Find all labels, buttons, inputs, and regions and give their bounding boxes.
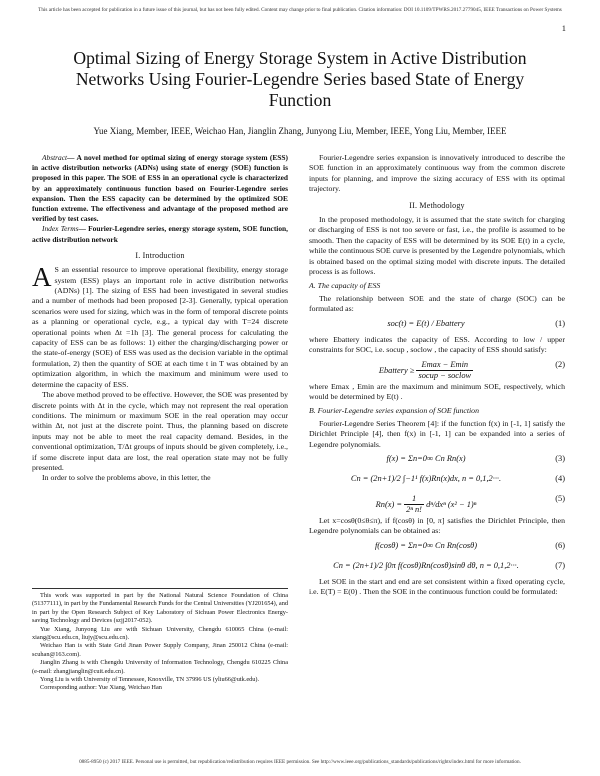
equation-5-number: (5) xyxy=(555,493,565,503)
equation-2-denominator: socup − soclow xyxy=(418,370,472,380)
intro-paragraph-1 xyxy=(32,262,288,390)
paper-title: Optimal Sizing of Energy Storage System in Active Distribution Networks Using Fourier-Legendre Series based State of Energy Function xyxy=(73,48,527,110)
author-list: Yue Xiang, Member, IEEE, Weichao Han, Jianglin Zhang, Junyong Liu, Member, IEEE, Yong Liu, Member, IEEE xyxy=(93,126,507,136)
equation-2-lhs: Ebattery ≥ xyxy=(378,365,415,375)
subsection-a-heading: A. The capacity of ESS xyxy=(309,281,381,291)
equation-7-number: (7) xyxy=(555,560,565,570)
equation-3-number: (3) xyxy=(555,453,565,463)
section-heading-introduction: I. Introduction xyxy=(135,250,185,260)
equation-5-fraction xyxy=(404,494,424,516)
equation-4 xyxy=(309,470,565,490)
footnote-affil-1: Yue Xiang, Junyong Liu are with Sichuan University, Chengdu 610065 China (e-mail: xiang@scu.edu.cn, liujy@scu.edu.cn). xyxy=(32,625,288,642)
equation-5-body xyxy=(309,494,543,516)
equation-6 xyxy=(309,537,565,557)
right-column xyxy=(309,153,565,598)
equation-7 xyxy=(309,557,565,577)
footnote-corresponding: Corresponding author: Yue Xiang, Weichao Han xyxy=(40,684,162,692)
abstract xyxy=(32,153,288,224)
subsection-b-heading: B. Fourier-Legendre series expansion of SOE function xyxy=(309,406,479,416)
equation-5-numerator: 1 xyxy=(404,494,424,505)
drop-cap: A xyxy=(32,262,52,293)
index-terms-label: Index Terms xyxy=(42,224,79,234)
equation-4-body: Cn = (2n+1)/2 ∫−1¹ f(x)Rn(x)dx, n = 0,1,2···. xyxy=(350,473,502,483)
intro-paragraph-2: The above method proved to be effective. However, the SOE was presented by discrete points with Δt in the cycle, which may not represent the real operation conditions. The minimum or maximum SOE in the real operation may occur within Δt, not just at the discrete point. Thus, the planning based on discrete inputs may not be able to meet the real capacity demand. Besides, in the conventional optimization, T/Δt groups of inputs should be given completely, i.e., if some discrete input data are lost, the real operation state may not be fully presented. xyxy=(32,390,288,472)
equation-1-number: (1) xyxy=(555,318,565,328)
footnotes xyxy=(32,588,288,693)
footnote-affil-3: Jianglin Zhang is with Chengdu University of Information Technology, Chengdu 610225 China (e-mail: zhangjianglin@cuit.edu.cn). xyxy=(32,659,288,675)
method-paragraph-1: In the proposed methodology, it is assumed that the state switch for charging or discharging of ESS is not too severe or fast, i.e., the profile is assumed to be smooth. Then the capacity of ESS will be determined by its SOE E(t) in a cycle, while the continuous SOE curve is presented by the Legendre polynomials, which is obtained based on the optimal sizing model with discrete inputs. The detailed process is as follows. xyxy=(309,215,565,277)
right-paragraph-0: Fourier-Legendre series expansion is innovatively introduced to describe the SOE function in an approximately continuous way from the common discrete inputs for planning, and improve the sizing accuracy of ESS with its optimal trajectory. xyxy=(309,153,565,194)
subsection-a-paragraph-3: where Emax , Emin are the maximum and minimum SOE, respectively, which would be determined by E(t) . xyxy=(309,381,565,401)
subsection-b-paragraph: Fourier-Legendre Series Theorem [4]: if the function f(x) in [-1, 1] satisfy the Dirichlet Principle [4], then f(x) in [-1, 1] can be expanded into a series of Legendre polynomials. xyxy=(309,418,565,449)
equation-7-body: Cn = (2n+1)/2 ∫0π f(cosθ)Rn(cosθ)sinθ dθ, n = 0,1,2···. xyxy=(333,560,519,570)
equation-5-denominator: 2ⁿ n! xyxy=(406,505,422,515)
equation-5-derivative: dⁿ/dxⁿ (x² − 1)ⁿ xyxy=(426,499,477,509)
equation-5 xyxy=(309,490,565,516)
intro-paragraph-3: In order to solve the problems above, in this letter, the xyxy=(42,473,211,483)
equation-2 xyxy=(309,356,565,382)
equation-2-numerator: Emax − Emin xyxy=(416,360,473,371)
intro-p1-text: S an essential resource to improve operational flexibility, energy storage system (ESS) plays an important role in active distribution networks (ADNs) [1]. The sizing of ESS had been investigated in several studies and a number of methods had been proposed [2-3]. Generally, typical operation scenarios were used for sizing, which was in the form of temporal discrete points as a planning or operational cycle, e.g., a typical day with T=24 discrete operational points when Δt =1h [3]. The general process for calculating the capacity of ESS can be as follows: 1) either the charging/discharging power or the state-of-energy (SOE) of ESS was used as the decision variable in the optimal formulation, 2) then the quantity of SOE at each time t in T was obtained by an optimization algorithm, in which the maximum and minimum were used to determine the capacity of ESS. xyxy=(32,265,288,389)
subsection-a-paragraph: The relationship between SOE and the state of charge (SOC) can be formulated as: xyxy=(309,293,565,314)
abstract-label: Abstract xyxy=(42,153,68,162)
page-number: 1 xyxy=(561,23,566,33)
subsection-a-paragraph-2: where Ebattery indicates the capacity of ESS. According to low / upper constraints for SOC, i.e. socup , soclow , the capacity of ESS should satisfy: xyxy=(309,334,565,355)
equation-2-number: (2) xyxy=(555,359,565,369)
index-terms-text: — Fourier-Legendre series, energy storage system, SOE function, active distribution network xyxy=(32,224,288,244)
equation-3-body: f(x) = Σn=0∞ Cn Rn(x) xyxy=(386,453,466,463)
abstract-text: — A novel method for optimal sizing of energy storage system (ESS) in active distribution networks (ADNs) using state of energy (SOE) function is proposed in this paper. The SOE of ESS in an operational cycle is characterized by an approximately continuous function based on Fourier-Legendre series expansion. Then the ESS capacity can be determined by the optimized SOE function extreme. The effectiveness and advantage of the proposed method are verified by test cases. xyxy=(32,153,288,224)
equation-5-lhs: Rn(x) = xyxy=(375,499,402,509)
equation-6-number: (6) xyxy=(555,540,565,550)
copyright-footer: 0885-8950 (c) 2017 IEEE. Personal use is permitted, but republication/redistribution requires IEEE permission. See http://www.ieee.org/publications_standards/publications/rights/index.html for more information. xyxy=(79,759,521,765)
equation-6-body: f(cosθ) = Σn=0∞ Cn Rn(cosθ) xyxy=(374,540,478,550)
footnote-affil-4: Yong Liu is with University of Tennessee, Knoxville, TN 37996 US (yliu66@utk.edu). xyxy=(40,676,260,684)
index-terms xyxy=(32,224,288,244)
equation-3 xyxy=(309,450,565,470)
subsection-b-paragraph-3: Let SOE in the start and end are set consistent within a fixed operating cycle, i.e. E(T) = E(0) . Then the SOE in the continuous function could be formulated: xyxy=(309,576,565,597)
equation-1 xyxy=(309,315,565,335)
journal-banner: This article has been accepted for publication in a future issue of this journal, but has not been fully edited. Content may change prior to final publication. Citation information: DOI 10.1109/TPWRS.2017.2779045, IEEE Transactions on Power Systems xyxy=(38,7,562,13)
footnote-funding: This work was supported in part by the National Natural Science Foundation of China (51377111), in part by the Fundamental Research Funds for the Central Universities (YJ201654), and in part by the Open Research Subject of Key Laboratory of Sichuan Power Electronics Energy-saving Technology and Devices (szjj2017-052). xyxy=(32,592,288,625)
equation-4-number: (4) xyxy=(555,473,565,483)
equation-2-body xyxy=(309,360,543,382)
equation-1-body: soc(t) = E(t) / Ebattery xyxy=(387,318,465,328)
left-column xyxy=(32,153,288,484)
subsection-b-paragraph-2: Let x=cosθ(0≤θ≤π), if f(cosθ) in [0, π] satisfies the Dirichlet Principle, then Legendre polynomials can be obtained as: xyxy=(309,515,565,536)
section-heading-methodology: II. Methodology xyxy=(409,200,465,210)
equation-2-fraction xyxy=(416,360,473,382)
footnote-affil-2: Weichao Han is with State Grid Jinan Power Supply Company, Jinan 250012 China (e-mail: scuhan@163.com). xyxy=(32,642,288,658)
